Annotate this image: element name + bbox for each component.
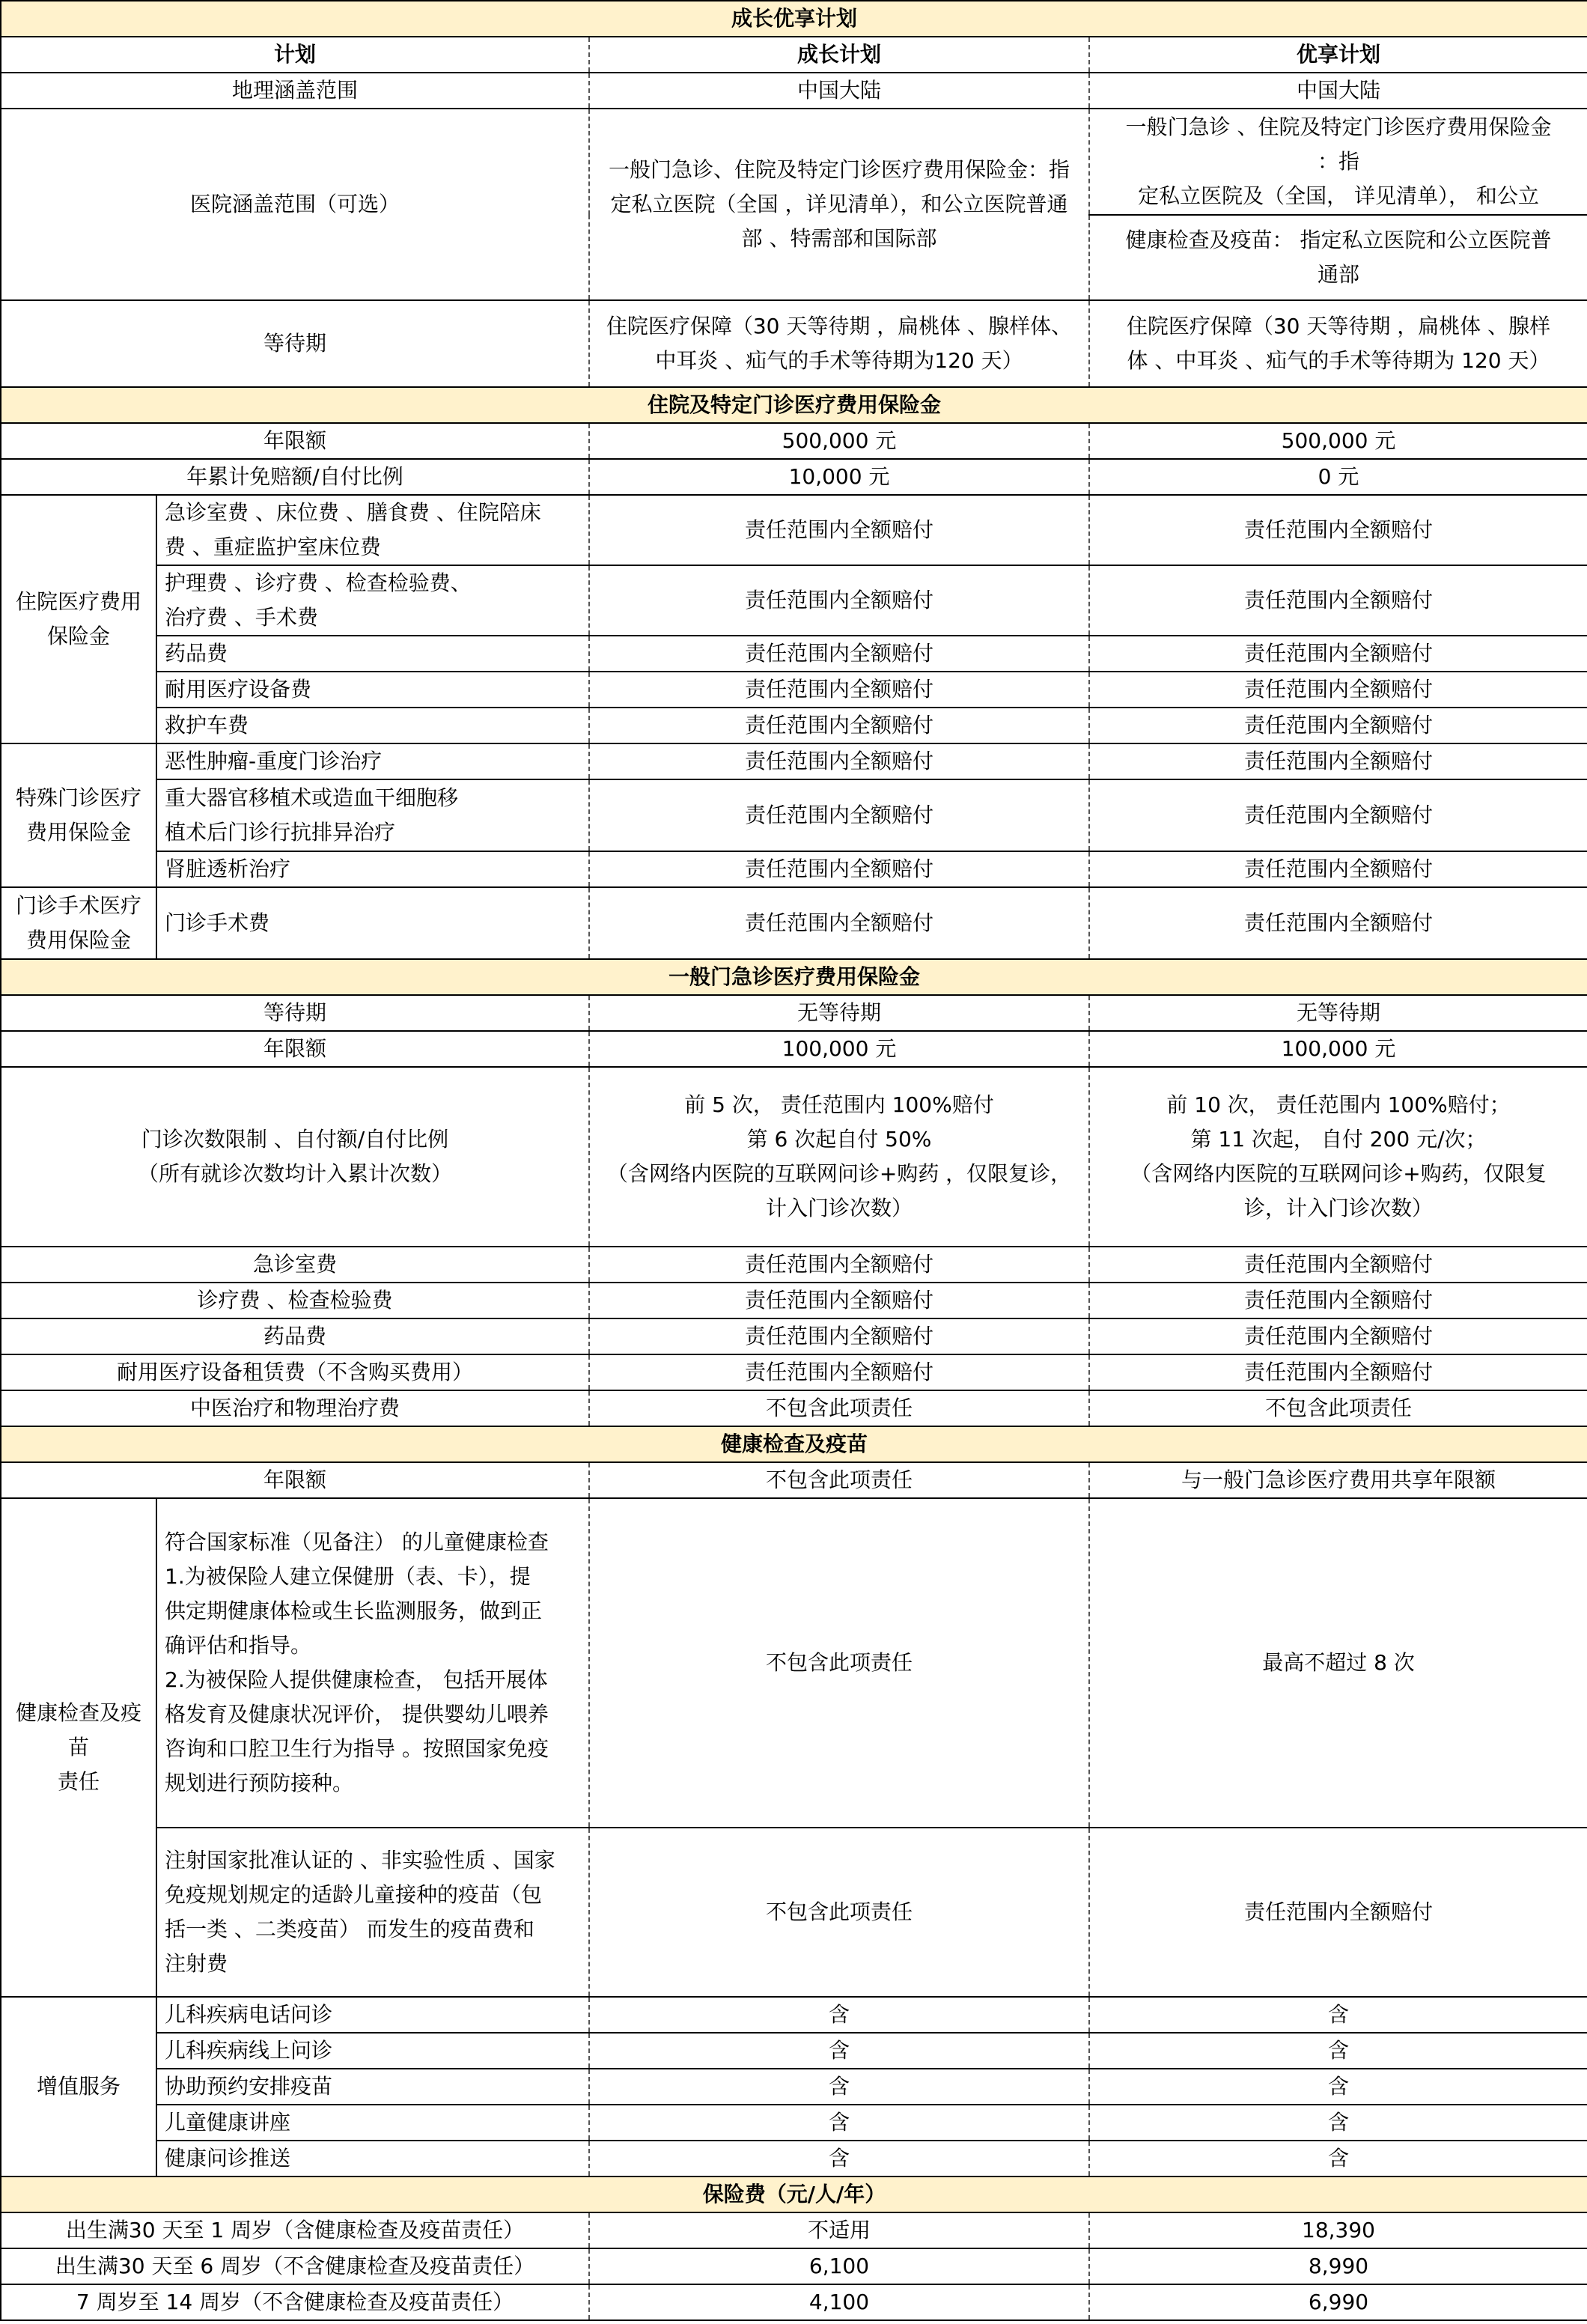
table-row <box>1 109 1587 215</box>
vaccine-line: 注射国家批准认证的 、非实验性质 、国家 <box>165 1848 555 1873</box>
visits-b-line: 第 11 次起， 自付 200 元/次； <box>1190 1127 1487 1152</box>
value-a: 不包含此项责任 <box>589 1462 1089 1498</box>
value-a: 无等待期 <box>589 995 1089 1031</box>
table-row <box>1 459 1587 495</box>
group-label <box>1 743 156 887</box>
row-label: 出生满30 天至 6 周岁（不含健康检查及疫苗责任） <box>1 2248 589 2284</box>
value-b: 0 元 <box>1089 459 1587 495</box>
checkup-line: 咨询和口腔卫生行为指导 。按照国家免疫 <box>165 1736 549 1761</box>
row-label: 急诊室费 <box>1 1247 589 1283</box>
section-title: 健康检查及疫苗 <box>1 1426 1587 1462</box>
value-b: 最高不超过 8 次 <box>1089 1498 1587 1828</box>
hospital-b-line: 通部 <box>1318 262 1360 287</box>
value-b: 100,000 元 <box>1089 1031 1587 1067</box>
table-row <box>1 423 1587 459</box>
hospital-label: 医院涵盖范围（可选） <box>1 109 589 300</box>
hospital-b-line: 一般门急诊 、住院及特定门诊医疗费用保险金 <box>1125 115 1552 139</box>
value-a: 责任范围内全额赔付 <box>589 779 1089 851</box>
value-a: 含 <box>589 1997 1089 2033</box>
value-b: 无等待期 <box>1089 995 1587 1031</box>
item-label: 恶性肿瘤-重度门诊治疗 <box>156 743 589 779</box>
table-row <box>1 2284 1587 2320</box>
section-row <box>1 2177 1587 2212</box>
row-label: 7 周岁至 14 周岁（不含健康检查及疫苗责任） <box>1 2284 589 2320</box>
group-label-line: 费用保险金 <box>25 928 131 952</box>
visits-a-line: 计入门诊次数） <box>765 1196 913 1220</box>
row-label: 药品费 <box>1 1318 589 1354</box>
value-a: 不包含此项责任 <box>589 1828 1089 1997</box>
value-a: 责任范围内全额赔付 <box>589 565 1089 636</box>
hospital-a-line: 定私立医院（全国 ，详见清单），和公立医院普通 <box>610 192 1068 216</box>
table-row <box>1 995 1587 1031</box>
value-a: 不适用 <box>589 2212 1089 2248</box>
group-label-line: 健康检查及疫 <box>15 1700 141 1725</box>
table-row <box>1 743 1587 779</box>
geo-label: 地理涵盖范围 <box>1 73 589 109</box>
value-a: 不包含此项责任 <box>589 1498 1089 1828</box>
row-label: 中医治疗和物理治疗费 <box>1 1390 589 1426</box>
table-row <box>1 1318 1587 1354</box>
value-b: 责任范围内全额赔付 <box>1089 1828 1587 1997</box>
table-row <box>1 636 1587 672</box>
table-row <box>1 851 1587 887</box>
row-label: 诊疗费 、检查检验费 <box>1 1283 589 1318</box>
geo-b: 中国大陆 <box>1089 73 1587 109</box>
item-label <box>156 779 589 851</box>
hospital-b-1 <box>1089 109 1587 215</box>
item-label: 协助预约安排疫苗 <box>156 2069 589 2105</box>
checkup-line: 规划进行预防接种。 <box>165 1771 354 1795</box>
table-row <box>1 708 1587 743</box>
value-a: 含 <box>589 2141 1089 2177</box>
table-row <box>1 1354 1587 1390</box>
value-a: 含 <box>589 2105 1089 2141</box>
vaccine-desc <box>156 1828 589 1997</box>
value-b: 含 <box>1089 1997 1587 2033</box>
item-line: 费 、重症监护室床位费 <box>165 535 381 559</box>
section-title: 保险费（元/人/年） <box>1 2177 1587 2212</box>
value-b: 8,990 <box>1089 2248 1587 2284</box>
table-row <box>1 495 1587 565</box>
vaccine-line: 注射费 <box>165 1951 228 1976</box>
table-row <box>1 300 1587 387</box>
header-row <box>1 37 1587 73</box>
hospital-a-line: 部 、特需部和国际部 <box>741 226 937 251</box>
value-b: 18,390 <box>1089 2212 1587 2248</box>
title-row <box>1 1 1587 37</box>
table-row <box>1 1462 1587 1498</box>
visits-label-line: （所有就诊次数均计入累计次数） <box>137 1161 452 1186</box>
waiting-a <box>589 300 1089 387</box>
checkup-line: 2.为被保险人提供健康检查， 包括开展体 <box>165 1667 548 1692</box>
value-b: 6,990 <box>1089 2284 1587 2320</box>
value-a: 含 <box>589 2033 1089 2069</box>
group-label <box>1 887 156 959</box>
hospital-a <box>589 109 1089 300</box>
item-label: 儿科疾病电话问诊 <box>156 1997 589 2033</box>
value-a: 责任范围内全额赔付 <box>589 495 1089 565</box>
waiting-b-line: 体 、中耳炎 、疝气的手术等待期为 120 天） <box>1127 348 1550 373</box>
item-line: 护理费 、诊疗费 、检查检验费、 <box>165 571 472 595</box>
vaccine-line: 免疫规划规定的适龄儿童接种的疫苗（包 <box>165 1882 543 1907</box>
waiting-b <box>1089 300 1587 387</box>
table-row <box>1 1031 1587 1067</box>
value-b: 不包含此项责任 <box>1089 1390 1587 1426</box>
group-label-line: 保险金 <box>46 624 110 648</box>
table-row <box>1 2033 1587 2069</box>
value-a: 责任范围内全额赔付 <box>589 743 1089 779</box>
value-a: 责任范围内全额赔付 <box>589 636 1089 672</box>
value-b: 责任范围内全额赔付 <box>1089 672 1587 708</box>
value-a: 责任范围内全额赔付 <box>589 851 1089 887</box>
table-row <box>1 1390 1587 1426</box>
item-label: 健康问诊推送 <box>156 2141 589 2177</box>
hospital-a-line: 一般门急诊、住院及特定门诊医疗费用保险金：指 <box>608 157 1070 182</box>
header-plan: 计划 <box>1 37 589 73</box>
item-line: 重大器官移植术或造血干细胞移 <box>165 785 459 810</box>
group-label <box>1 495 156 743</box>
visits-b-line: 诊，计入门诊次数） <box>1244 1196 1434 1220</box>
item-label: 门诊手术费 <box>156 887 589 959</box>
visits-label <box>1 1067 589 1247</box>
value-b: 责任范围内全额赔付 <box>1089 743 1587 779</box>
group-label-line: 特殊门诊医疗 <box>15 785 141 810</box>
waiting-b-line: 住院医疗保障（30 天等待期 ，扁桃体 、腺样 <box>1126 314 1551 338</box>
value-b: 含 <box>1089 2069 1587 2105</box>
table-row <box>1 1247 1587 1283</box>
geo-a: 中国大陆 <box>589 73 1089 109</box>
value-a: 责任范围内全额赔付 <box>589 672 1089 708</box>
group-label: 增值服务 <box>1 1997 156 2177</box>
section-row <box>1 387 1587 423</box>
table-row <box>1 2105 1587 2141</box>
checkup-line: 确评估和指导。 <box>165 1633 312 1658</box>
checkup-line: 格发育及健康状况评价， 提供婴幼儿喂养 <box>165 1702 549 1727</box>
waiting-label: 等待期 <box>1 300 589 387</box>
value-b: 责任范围内全额赔付 <box>1089 1354 1587 1390</box>
item-label: 耐用医疗设备费 <box>156 672 589 708</box>
value-b: 责任范围内全额赔付 <box>1089 708 1587 743</box>
group-label-line: 苗 <box>67 1735 89 1759</box>
checkup-desc <box>156 1498 589 1828</box>
item-label: 救护车费 <box>156 708 589 743</box>
table-row <box>1 779 1587 851</box>
value-b: 责任范围内全额赔付 <box>1089 495 1587 565</box>
visits-a <box>589 1067 1089 1247</box>
value-b: 与一般门急诊医疗费用共享年限额 <box>1089 1462 1587 1498</box>
value-b: 责任范围内全额赔付 <box>1089 1283 1587 1318</box>
value-b: 含 <box>1089 2141 1587 2177</box>
hospital-b-line: 定私立医院及（全国， 详见清单）， 和公立 <box>1138 183 1539 208</box>
visits-a-line: （含网络内医院的互联网问诊+购药 ，仅限复诊， <box>606 1161 1072 1186</box>
row-label: 年累计免赔额/自付比例 <box>1 459 589 495</box>
table-row <box>1 1283 1587 1318</box>
value-b: 含 <box>1089 2033 1587 2069</box>
group-label-line: 责任 <box>57 1769 100 1794</box>
table-row <box>1 2212 1587 2248</box>
value-b: 责任范围内全额赔付 <box>1089 1318 1587 1354</box>
hospital-b-line: ：指 <box>1318 149 1360 174</box>
table-row <box>1 1067 1587 1247</box>
value-a: 500,000 元 <box>589 423 1089 459</box>
value-a: 6,100 <box>589 2248 1089 2284</box>
row-label: 年限额 <box>1 1462 589 1498</box>
checkup-line: 符合国家标准（见备注） 的儿童健康检查 <box>165 1530 549 1554</box>
value-b: 含 <box>1089 2105 1587 2141</box>
value-b: 责任范围内全额赔付 <box>1089 636 1587 672</box>
row-label: 等待期 <box>1 995 589 1031</box>
item-label: 儿童健康讲座 <box>156 2105 589 2141</box>
item-label: 药品费 <box>156 636 589 672</box>
value-a: 责任范围内全额赔付 <box>589 1354 1089 1390</box>
value-a: 不包含此项责任 <box>589 1390 1089 1426</box>
value-a: 10,000 元 <box>589 459 1089 495</box>
item-line: 治疗费 、手术费 <box>165 605 318 630</box>
item-line: 急诊室费 、床位费 、膳食费 、住院陪床 <box>165 500 541 525</box>
item-label <box>156 495 589 565</box>
group-label-line: 费用保险金 <box>25 820 131 845</box>
value-b: 责任范围内全额赔付 <box>1089 887 1587 959</box>
checkup-line: 1.为被保险人建立保健册（表、卡），提 <box>165 1564 531 1589</box>
visits-a-line: 第 6 次起自付 50% <box>746 1127 932 1152</box>
table-title: 成长优享计划 <box>1 1 1587 37</box>
table-row <box>1 1997 1587 2033</box>
section-title: 一般门急诊医疗费用保险金 <box>1 959 1587 995</box>
item-label: 肾脏透析治疗 <box>156 851 589 887</box>
item-label <box>156 565 589 636</box>
value-b: 责任范围内全额赔付 <box>1089 565 1587 636</box>
table-row <box>1 2248 1587 2284</box>
hospital-b-2 <box>1089 215 1587 300</box>
value-a: 责任范围内全额赔付 <box>589 708 1089 743</box>
waiting-a-line: 中耳炎 、疝气的手术等待期为120 天） <box>655 348 1023 373</box>
value-a: 含 <box>589 2069 1089 2105</box>
row-label: 年限额 <box>1 423 589 459</box>
row-label: 出生满30 天至 1 周岁（含健康检查及疫苗责任） <box>1 2212 589 2248</box>
visits-b-line: 前 10 次， 责任范围内 100%赔付； <box>1166 1092 1511 1117</box>
value-a: 责任范围内全额赔付 <box>589 887 1089 959</box>
item-line: 植术后门诊行抗排异治疗 <box>165 820 396 845</box>
table-row <box>1 1498 1587 1828</box>
waiting-a-line: 住院医疗保障（30 天等待期 ，扁桃体 、腺样体、 <box>606 314 1073 338</box>
table-row <box>1 73 1587 109</box>
group-label-line: 门诊手术医疗 <box>15 893 141 918</box>
visits-a-line: 前 5 次， 责任范围内 100%赔付 <box>684 1092 994 1117</box>
visits-label-line: 门诊次数限制 、自付额/自付比例 <box>141 1127 449 1152</box>
value-b: 责任范围内全额赔付 <box>1089 1247 1587 1283</box>
table-row <box>1 565 1587 636</box>
row-label: 耐用医疗设备租赁费（不含购买费用） <box>1 1354 589 1390</box>
visits-b <box>1089 1067 1587 1247</box>
section-row <box>1 1426 1587 1462</box>
table-row <box>1 2141 1587 2177</box>
value-a: 100,000 元 <box>589 1031 1089 1067</box>
value-b: 责任范围内全额赔付 <box>1089 851 1587 887</box>
value-a: 责任范围内全额赔付 <box>589 1283 1089 1318</box>
table-row <box>1 672 1587 708</box>
value-b: 责任范围内全额赔付 <box>1089 779 1587 851</box>
value-a: 责任范围内全额赔付 <box>589 1247 1089 1283</box>
header-plan-b: 优享计划 <box>1089 37 1587 73</box>
value-b: 500,000 元 <box>1089 423 1587 459</box>
table-row <box>1 887 1587 959</box>
group-label <box>1 1498 156 1997</box>
value-a: 4,100 <box>589 2284 1089 2320</box>
value-a: 责任范围内全额赔付 <box>589 1318 1089 1354</box>
checkup-line: 供定期健康体检或生长监测服务，做到正 <box>165 1598 543 1623</box>
table-row <box>1 2069 1587 2105</box>
section-title: 住院及特定门诊医疗费用保险金 <box>1 387 1587 423</box>
hospital-b-line: 健康检查及疫苗： 指定私立医院和公立医院普 <box>1125 228 1552 252</box>
row-label: 年限额 <box>1 1031 589 1067</box>
item-label: 儿科疾病线上问诊 <box>156 2033 589 2069</box>
group-label-line: 住院医疗费用 <box>15 589 141 614</box>
visits-b-line: （含网络内医院的互联网问诊+购药，仅限复 <box>1130 1161 1547 1186</box>
header-plan-a: 成长计划 <box>589 37 1089 73</box>
section-row <box>1 959 1587 995</box>
table-row <box>1 1828 1587 1997</box>
vaccine-line: 括一类 、二类疫苗） 而发生的疫苗费和 <box>165 1917 534 1941</box>
